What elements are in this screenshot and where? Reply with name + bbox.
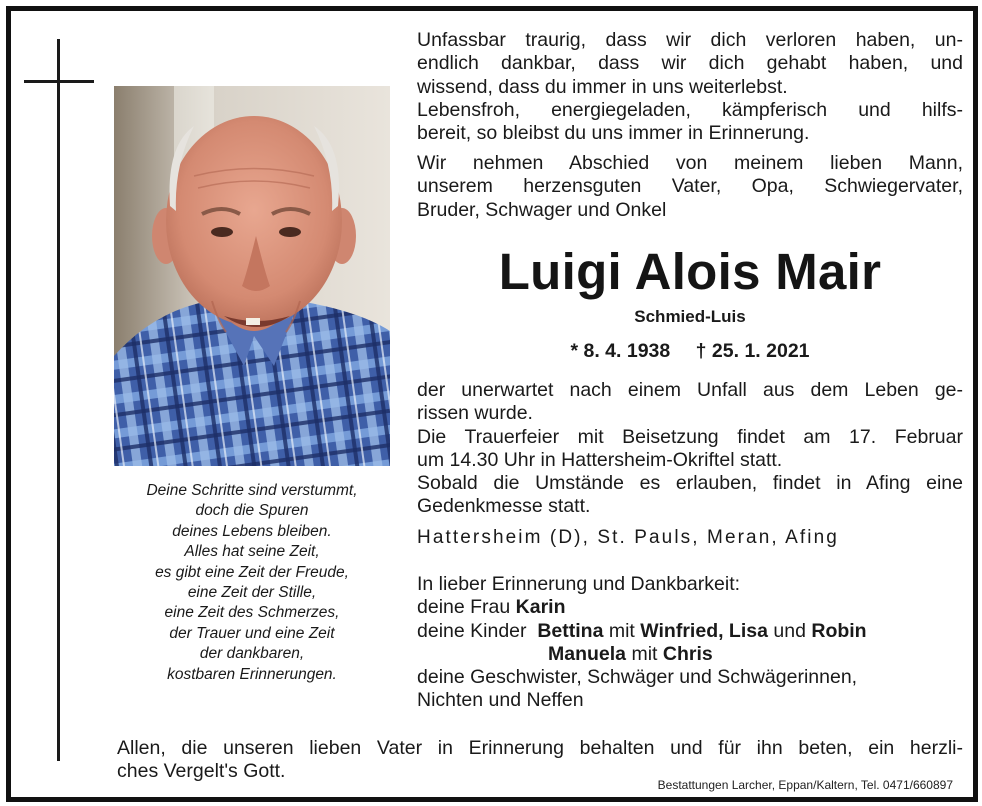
farewell-line: unserem herzensguten Vater, Opa, Schwiegervater, <box>417 175 963 198</box>
details-line: Gedenkmesse statt. <box>417 495 591 518</box>
family-heading: In lieber Erinnerung und Dankbarkeit: <box>417 573 741 595</box>
deceased-name: Luigi Alois Mair <box>498 243 882 300</box>
children-prefix: deine Kinder <box>417 619 527 642</box>
farewell-line: Bruder, Schwager und Onkel <box>417 198 667 221</box>
closing-line: Allen, die unseren lieben Vater in Erinnerung behalten und für ihn beten, ein herzli- <box>117 737 963 759</box>
intro-line: Lebensfroh, energiegeladen, kämpferisch und hilfs- <box>417 98 963 121</box>
poem-line: eine Zeit der Stille, <box>187 584 317 602</box>
farewell-line: Wir nehmen Abschied von meinem lieben Mann, <box>417 152 963 174</box>
partner-name: Winfried, Lisa <box>640 619 768 642</box>
child-name: Manuela <box>548 642 627 665</box>
poem <box>106 481 398 685</box>
details-line: Sobald die Umstände es erlauben, findet in Afing eine <box>417 472 963 495</box>
family-nieces: Nichten und Neffen <box>417 689 584 712</box>
intro-paragraph <box>417 29 963 145</box>
connector: mit <box>608 619 635 642</box>
details-paragraph <box>417 379 963 519</box>
intro-line: bereit, so bleibst du uns immer in Erinnerung. <box>417 122 810 145</box>
wife-name: Karin <box>515 596 566 619</box>
nickname: Schmied-Luis <box>634 307 746 326</box>
wife-prefix: deine Frau <box>417 596 511 619</box>
connector: mit <box>631 642 658 665</box>
poem-line: deines Lebens bleiben. <box>172 522 332 540</box>
life-dates <box>417 339 963 363</box>
intro-line: wissend, dass du immer in uns weiterlebst. <box>417 75 788 98</box>
child-name: Robin <box>811 619 867 642</box>
family-wife <box>417 596 963 619</box>
poem-line: der dankbaren, <box>199 645 305 663</box>
closing-line: ches Vergelt's Gott. <box>117 760 286 783</box>
portrait-illustration <box>114 86 390 466</box>
poem-line: Alles hat seine Zeit, <box>184 543 320 561</box>
details-line: der unerwartet nach einem Unfall aus dem Leben ge- <box>417 379 963 401</box>
poem-line: eine Zeit des Schmerzes, <box>164 604 340 622</box>
poem-line: es gibt eine Zeit der Freude, <box>155 563 349 581</box>
family-list <box>417 573 963 713</box>
details-line: Die Trauerfeier mit Beisetzung findet am 17. Februar <box>417 425 963 448</box>
family-siblings: deine Geschwister, Schwäger und Schwägerinnen, <box>417 666 858 689</box>
poem-line: Deine Schritte sind verstummt, <box>146 482 358 499</box>
intro-line: Unfassbar traurig, dass wir dich verloren haben, un- <box>417 29 963 51</box>
poem-line: der Trauer und eine Zeit <box>169 624 335 642</box>
farewell-paragraph <box>417 152 963 222</box>
details-line: rissen wurde. <box>417 402 533 425</box>
cross-icon-vertical <box>57 39 60 761</box>
family-children <box>417 620 963 643</box>
funeral-home-credit: Bestattungen Larcher, Eppan/Kaltern, Tel. 0471/660897 <box>657 778 953 792</box>
partner-name: Chris <box>662 642 713 665</box>
intro-line: endlich dankbar, dass wir dich gehabt haben, und <box>417 52 963 75</box>
places: Hattersheim (D), St. Pauls, Meran, Afing <box>417 527 839 548</box>
child-name: Bettina <box>537 619 604 642</box>
obituary-notice <box>6 6 978 802</box>
poem-line: doch die Spuren <box>195 502 309 520</box>
portrait-photo <box>114 86 390 466</box>
connector: und <box>773 619 806 642</box>
poem-line: kostbaren Erinnerungen. <box>167 665 337 683</box>
death-date: † 25. 1. 2021 <box>695 340 810 362</box>
cross-icon-horizontal <box>24 80 94 83</box>
family-children-2 <box>417 643 963 666</box>
birth-date: * 8. 4. 1938 <box>570 340 671 362</box>
details-line: um 14.30 Uhr in Hattersheim-Okriftel statt. <box>417 448 783 471</box>
